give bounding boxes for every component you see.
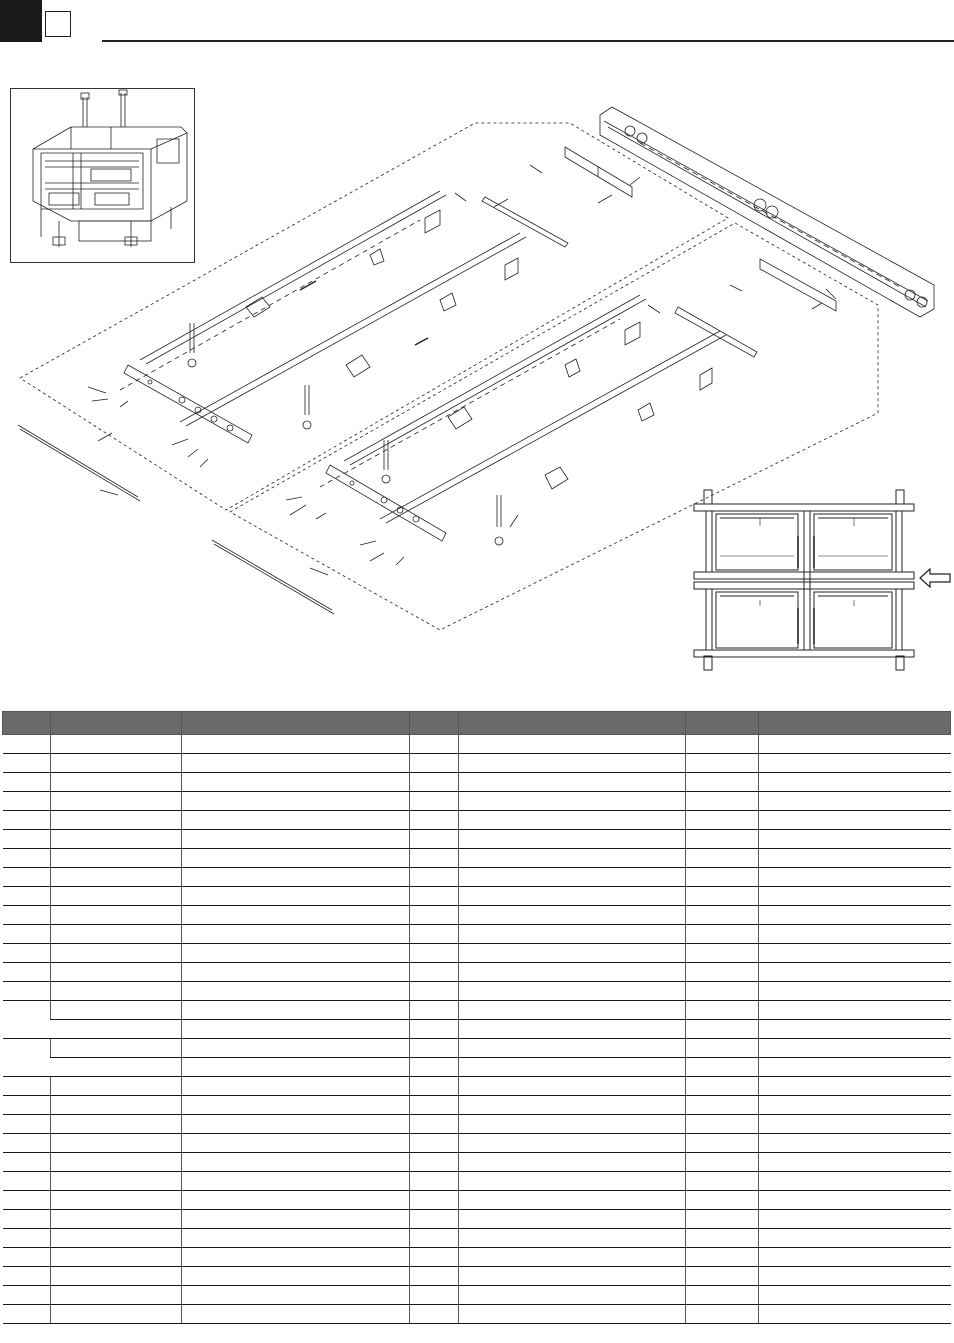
table-cell (182, 792, 410, 811)
table-row (3, 1267, 951, 1286)
table-cell (410, 868, 459, 887)
table-cell (459, 1058, 686, 1077)
column-header (410, 712, 459, 735)
table-cell (759, 1172, 951, 1191)
table-cell (759, 1153, 951, 1172)
table-cell (686, 1248, 759, 1267)
table-cell (51, 1058, 182, 1077)
table-row (3, 792, 951, 811)
table-cell (410, 1210, 459, 1229)
header-rule (102, 40, 954, 42)
table-cell (686, 735, 759, 754)
table-cell (51, 1134, 182, 1153)
table-cell (51, 1286, 182, 1305)
table-cell (686, 811, 759, 830)
table-cell (459, 1039, 686, 1058)
table-cell (686, 1305, 759, 1324)
table-cell (3, 1267, 51, 1286)
table-cell (686, 830, 759, 849)
table-row (3, 1153, 951, 1172)
table-cell (459, 811, 686, 830)
table-cell (51, 754, 182, 773)
table-cell (410, 887, 459, 906)
table-cell (3, 887, 51, 906)
table-cell (459, 982, 686, 1001)
table-cell (51, 792, 182, 811)
table-cell (410, 849, 459, 868)
table-row (3, 1039, 951, 1058)
table-cell (759, 1286, 951, 1305)
table-cell (51, 1267, 182, 1286)
table-cell (3, 811, 51, 830)
table-cell (3, 1229, 51, 1248)
table-cell (459, 1001, 686, 1020)
table-cell (410, 1286, 459, 1305)
table-cell (51, 1020, 182, 1039)
table-cell (686, 1058, 759, 1077)
table-cell (459, 906, 686, 925)
table-cell (759, 925, 951, 944)
table-cell (759, 1134, 951, 1153)
table-cell (3, 1001, 51, 1039)
table-row (3, 1096, 951, 1115)
table-cell (182, 1172, 410, 1191)
table-cell (410, 792, 459, 811)
table-cell (459, 773, 686, 792)
table-cell (459, 1115, 686, 1134)
table-cell (759, 1248, 951, 1267)
arrow-left-outline-icon (920, 569, 950, 587)
table-cell (459, 1191, 686, 1210)
table-cell (459, 1210, 686, 1229)
table-cell (686, 1077, 759, 1096)
table-cell (759, 1115, 951, 1134)
table-row (3, 944, 951, 963)
table-cell (759, 830, 951, 849)
table-cell (459, 792, 686, 811)
table-cell (686, 1191, 759, 1210)
table-cell (182, 1305, 410, 1324)
table-cell (51, 1305, 182, 1324)
table-row (3, 868, 951, 887)
table-cell (459, 849, 686, 868)
table-cell (459, 1248, 686, 1267)
table-cell (51, 811, 182, 830)
table-cell (51, 1210, 182, 1229)
table-cell (3, 830, 51, 849)
table-cell (759, 982, 951, 1001)
table-cell (182, 1077, 410, 1096)
table-row (3, 887, 951, 906)
table-cell (686, 1286, 759, 1305)
table-cell (182, 1001, 410, 1020)
table-cell (51, 868, 182, 887)
table-cell (3, 1134, 51, 1153)
table-cell (51, 1001, 182, 1020)
table-cell (686, 1001, 759, 1020)
table-cell (759, 1210, 951, 1229)
table-cell (410, 1153, 459, 1172)
table-row (3, 754, 951, 773)
table-cell (182, 906, 410, 925)
table-cell (3, 1286, 51, 1305)
table-row (3, 830, 951, 849)
table-cell (459, 1229, 686, 1248)
table-cell (686, 792, 759, 811)
table-row (3, 1248, 951, 1267)
table-cell (410, 1305, 459, 1324)
table-cell (459, 754, 686, 773)
table-cell (3, 849, 51, 868)
table-cell (182, 982, 410, 1001)
table-cell (410, 925, 459, 944)
table-cell (410, 773, 459, 792)
table-cell (459, 1020, 686, 1039)
table-cell (182, 1229, 410, 1248)
column-header (686, 712, 759, 735)
conveyor-layout-plan-icon (690, 488, 954, 674)
table-cell (51, 830, 182, 849)
table-cell (3, 1172, 51, 1191)
table-cell (759, 868, 951, 887)
table-cell (182, 1115, 410, 1134)
table-cell (759, 754, 951, 773)
table-cell (686, 982, 759, 1001)
table-row (3, 906, 951, 925)
table-cell (686, 1039, 759, 1058)
table-cell (410, 1020, 459, 1039)
table-cell (459, 1172, 686, 1191)
table-cell (459, 925, 686, 944)
table-row (3, 963, 951, 982)
section-tab-marker (0, 0, 42, 42)
table-cell (410, 1248, 459, 1267)
table-cell (182, 1248, 410, 1267)
table-cell (759, 1020, 951, 1039)
table-cell (410, 830, 459, 849)
column-header (759, 712, 951, 735)
table-cell (759, 1267, 951, 1286)
table-row (3, 1077, 951, 1096)
table-cell (759, 887, 951, 906)
table-cell (410, 735, 459, 754)
table-cell (51, 1039, 182, 1058)
table-cell (686, 868, 759, 887)
table-cell (51, 925, 182, 944)
table-row (3, 1305, 951, 1324)
table-cell (51, 1229, 182, 1248)
table-cell (3, 944, 51, 963)
table-cell (3, 982, 51, 1001)
table-cell (3, 1191, 51, 1210)
table-cell (182, 1191, 410, 1210)
table-cell (51, 1153, 182, 1172)
table-body (3, 735, 951, 1324)
table-row (3, 1115, 951, 1134)
table-cell (3, 754, 51, 773)
table-cell (51, 1172, 182, 1191)
table-cell (51, 944, 182, 963)
table-cell (51, 887, 182, 906)
table-cell (410, 1134, 459, 1153)
table-cell (759, 906, 951, 925)
table-header-row (3, 712, 951, 735)
table-cell (3, 792, 51, 811)
table-cell (410, 1096, 459, 1115)
table-cell (182, 1267, 410, 1286)
table-cell (686, 1020, 759, 1039)
table-cell (182, 944, 410, 963)
table-row (3, 1134, 951, 1153)
table-cell (759, 1039, 951, 1058)
table-cell (3, 1248, 51, 1267)
table-cell (686, 1229, 759, 1248)
table-row (3, 849, 951, 868)
table-cell (410, 1077, 459, 1096)
table-cell (410, 1115, 459, 1134)
table-cell (686, 944, 759, 963)
table-cell (686, 925, 759, 944)
table-cell (51, 1077, 182, 1096)
table-cell (759, 963, 951, 982)
table-cell (686, 1153, 759, 1172)
table-cell (410, 1039, 459, 1058)
table-cell (182, 887, 410, 906)
table-row (3, 735, 951, 754)
table-cell (759, 849, 951, 868)
table-row (3, 1172, 951, 1191)
table-cell (51, 1096, 182, 1115)
table-cell (3, 906, 51, 925)
table-cell (759, 792, 951, 811)
table-cell (182, 868, 410, 887)
table-row (3, 811, 951, 830)
table-cell (759, 1191, 951, 1210)
table-cell (410, 754, 459, 773)
table-cell (182, 1210, 410, 1229)
column-header (51, 712, 182, 735)
table-cell (410, 963, 459, 982)
table-cell (51, 1248, 182, 1267)
table-cell (182, 1134, 410, 1153)
table-cell (686, 849, 759, 868)
table-cell (759, 944, 951, 963)
table-cell (759, 735, 951, 754)
table-cell (182, 754, 410, 773)
table-cell (459, 1153, 686, 1172)
table-cell (182, 1153, 410, 1172)
table-cell (410, 1267, 459, 1286)
table-cell (459, 1077, 686, 1096)
table-cell (3, 868, 51, 887)
table-cell (51, 906, 182, 925)
table-cell (459, 1096, 686, 1115)
table-cell (182, 1096, 410, 1115)
table-cell (3, 1305, 51, 1324)
table-row (3, 1001, 951, 1020)
table-cell (3, 1039, 51, 1077)
table-cell (3, 773, 51, 792)
table-cell (3, 1153, 51, 1172)
table-cell (459, 963, 686, 982)
table-cell (410, 1001, 459, 1020)
table-cell (686, 1267, 759, 1286)
section-tab-box (45, 11, 71, 37)
table-cell (182, 963, 410, 982)
table-cell (759, 1058, 951, 1077)
column-header (459, 712, 686, 735)
table-cell (459, 1267, 686, 1286)
table-row (3, 982, 951, 1001)
table-cell (51, 773, 182, 792)
table-cell (182, 735, 410, 754)
table-cell (459, 944, 686, 963)
table-row (3, 925, 951, 944)
table-cell (410, 906, 459, 925)
table-cell (51, 963, 182, 982)
table-cell (3, 1210, 51, 1229)
column-header (3, 712, 51, 735)
table-cell (182, 773, 410, 792)
table-cell (686, 1115, 759, 1134)
table-cell (182, 1286, 410, 1305)
table-row (3, 1229, 951, 1248)
table-cell (3, 1115, 51, 1134)
table-cell (182, 1058, 410, 1077)
table-cell (51, 982, 182, 1001)
table-cell (182, 925, 410, 944)
table-row (3, 773, 951, 792)
table-row (3, 1210, 951, 1229)
table-cell (686, 1172, 759, 1191)
table-cell (182, 1020, 410, 1039)
table-row (3, 1058, 951, 1077)
table-cell (410, 1058, 459, 1077)
table-cell (686, 1134, 759, 1153)
table-cell (51, 849, 182, 868)
table-cell (759, 1077, 951, 1096)
table-cell (759, 811, 951, 830)
column-header (182, 712, 410, 735)
table-cell (759, 1001, 951, 1020)
table-cell (686, 1096, 759, 1115)
table-cell (3, 735, 51, 754)
table-cell (410, 944, 459, 963)
table-cell (182, 830, 410, 849)
table-cell (759, 1096, 951, 1115)
table-cell (410, 982, 459, 1001)
table-cell (3, 1096, 51, 1115)
table-cell (410, 1229, 459, 1248)
table-cell (459, 830, 686, 849)
table-cell (686, 754, 759, 773)
table-cell (759, 773, 951, 792)
table-cell (759, 1229, 951, 1248)
table-cell (51, 1191, 182, 1210)
table-cell (686, 906, 759, 925)
table-cell (410, 811, 459, 830)
table-cell (182, 1039, 410, 1058)
table-cell (459, 868, 686, 887)
table-cell (686, 773, 759, 792)
table-cell (686, 1210, 759, 1229)
table-cell (3, 1077, 51, 1096)
table-cell (459, 1286, 686, 1305)
table-cell (459, 887, 686, 906)
table-row (3, 1191, 951, 1210)
table-cell (686, 963, 759, 982)
table-cell (459, 1134, 686, 1153)
table-cell (410, 1172, 459, 1191)
table-cell (182, 849, 410, 868)
table-cell (182, 811, 410, 830)
table-cell (459, 735, 686, 754)
table-row (3, 1020, 951, 1039)
table-cell (51, 735, 182, 754)
table-cell (686, 887, 759, 906)
table-cell (51, 1115, 182, 1134)
parts-table (2, 711, 951, 1324)
table-cell (3, 963, 51, 982)
table-cell (459, 1305, 686, 1324)
table-row (3, 1286, 951, 1305)
table-cell (759, 1305, 951, 1324)
table-cell (410, 1191, 459, 1210)
table-cell (3, 925, 51, 944)
